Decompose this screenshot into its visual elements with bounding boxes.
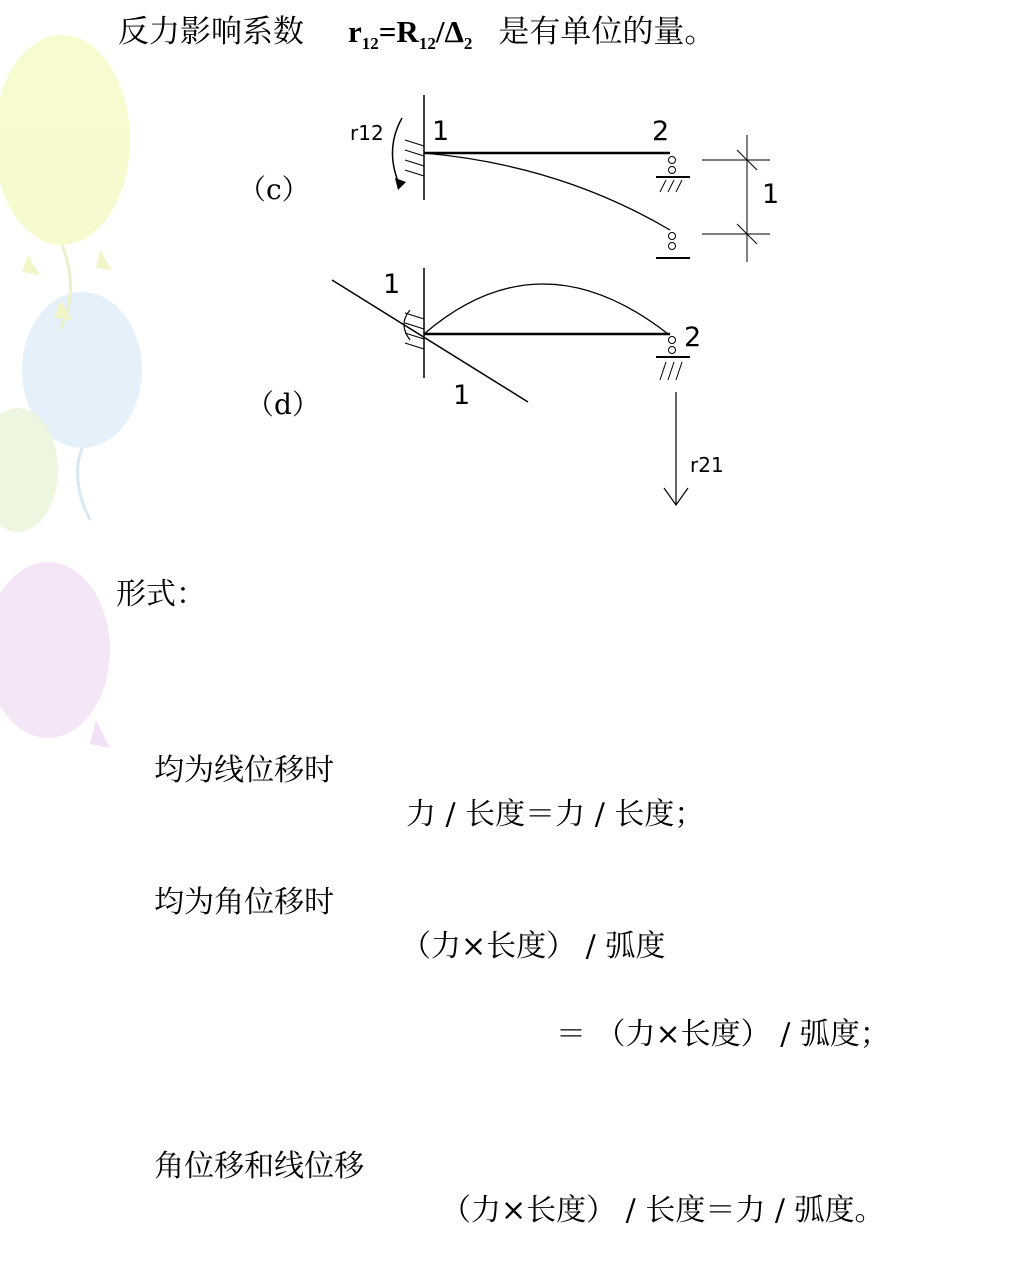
diagram-d bbox=[332, 268, 690, 505]
moment-arrowhead-c bbox=[395, 178, 406, 190]
dimension-value-c: 1 bbox=[762, 179, 780, 210]
body-line-2 bbox=[116, 705, 705, 832]
roller-c-1a bbox=[669, 157, 676, 164]
beam-deflected-c bbox=[424, 153, 670, 230]
body-line-5-value: （力×长度） / 长度＝力 / 弧度。 bbox=[441, 1193, 885, 1228]
angle-label-top-d: 1 bbox=[383, 269, 401, 300]
body-line-3-label: 均为角位移时 bbox=[154, 885, 335, 920]
title-suffix: 是有单位的量。 bbox=[498, 14, 716, 50]
body-line-5 bbox=[116, 1101, 885, 1228]
body-line-5-label: 角位移和线位移 bbox=[154, 1149, 365, 1184]
body-line-2-value: 力 / 长度＝力 / 长度； bbox=[406, 797, 705, 832]
roller-hatch-d bbox=[660, 362, 682, 380]
body-text bbox=[116, 485, 890, 1228]
node-2-d: 2 bbox=[684, 322, 702, 353]
diagram-c-label: （c） bbox=[238, 173, 310, 206]
rotation-line-d bbox=[332, 280, 528, 402]
beam-deflected-d bbox=[424, 284, 668, 334]
formula-delta-sub: 2 bbox=[463, 34, 473, 54]
angle-label-bottom-d: 1 bbox=[453, 380, 471, 411]
body-line-3-value: （力×长度） / 弧度 bbox=[401, 929, 666, 964]
dimension-lines-c bbox=[702, 135, 770, 262]
node-2-c: 2 bbox=[652, 116, 670, 147]
moment-arrow-c bbox=[392, 118, 402, 186]
body-line-3 bbox=[116, 837, 666, 964]
formula-R-sub: 12 bbox=[418, 34, 436, 54]
roller-hatch-c-1 bbox=[660, 180, 682, 192]
roller-c-2b bbox=[669, 243, 676, 250]
roller-d-b bbox=[669, 347, 676, 354]
force-label-c: r12 bbox=[350, 121, 384, 145]
formula-delta: /Δ bbox=[435, 14, 464, 49]
formula-r-sub: 12 bbox=[361, 34, 379, 54]
diagram-d-label: （d） bbox=[246, 388, 320, 421]
force-label-d: r21 bbox=[690, 453, 724, 477]
body-line-4-value: ＝ （力×长度） / 弧度； bbox=[556, 1017, 890, 1052]
title-prefix: 反力影响系数 bbox=[118, 14, 304, 50]
roller-c-1b bbox=[669, 167, 676, 174]
wall-hatch-c bbox=[405, 140, 424, 176]
node-1-c: 1 bbox=[432, 116, 450, 147]
formula-eq-R: =R bbox=[378, 14, 419, 49]
body-line-1 bbox=[116, 573, 364, 617]
formula-r: r bbox=[348, 14, 362, 49]
roller-c-2a bbox=[669, 233, 676, 240]
body-line-2-label: 均为线位移时 bbox=[154, 753, 335, 788]
body-line-4 bbox=[116, 969, 890, 1052]
body-line-1-text: 形式： bbox=[116, 577, 206, 612]
roller-d-a bbox=[669, 337, 676, 344]
